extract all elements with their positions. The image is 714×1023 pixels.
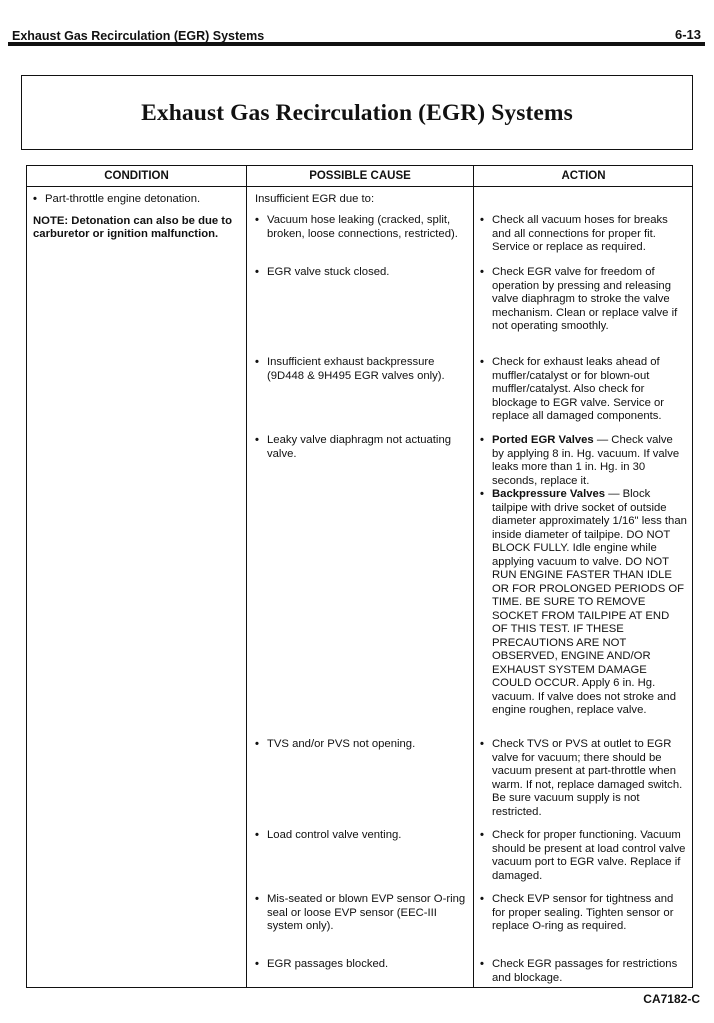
action-item: • Check EVP sensor for tightness and for proper sealing. Tighten sensor or replace O-ring as required. xyxy=(480,893,674,932)
bullet-icon: • xyxy=(255,738,259,750)
header-section-title: Exhaust Gas Recirculation (EGR) Systems xyxy=(12,29,265,43)
diagnosis-table xyxy=(26,165,693,988)
column-divider xyxy=(246,166,247,987)
condition-cell xyxy=(33,193,238,242)
bullet-icon: • xyxy=(255,266,259,278)
page-title: Exhaust Gas Recirculation (EGR) Systems xyxy=(141,100,573,126)
title-box xyxy=(21,75,693,150)
cause-item: • Mis-seated or blown EVP sensor O-ring seal or loose EVP sensor (EEC-III system only). xyxy=(255,893,466,932)
bullet-icon: • xyxy=(480,434,484,446)
bullet-icon: • xyxy=(480,488,484,500)
bullet-icon: • xyxy=(480,958,484,970)
bullet-icon: • xyxy=(255,214,259,226)
cause-intro: Insufficient EGR due to: xyxy=(255,193,375,205)
figure-code: CA7182-C xyxy=(643,992,700,1006)
column-header-condition: CONDITION xyxy=(104,170,169,182)
bullet-icon: • xyxy=(480,266,484,278)
cause-item: • EGR passages blocked. xyxy=(255,958,389,970)
action-item: • Check TVS or PVS at outlet to EGR valve for vacuum; there should be vacuum present at part-throttle when warm. If not, replace damaged switch. Be sure vacuum supply is not restricted. xyxy=(480,738,683,818)
bullet-icon: • xyxy=(255,434,259,446)
condition-item xyxy=(33,193,238,207)
bullet-icon: • xyxy=(480,738,484,750)
action-item: • Ported EGR Valves — Check valve by applying 8 in. Hg. vacuum. If valve leaks more than 1 in. Hg. in 30 seconds, replace it. • Backpressure Valves — Block tailpipe with drive socket of outside diameter approximately 1/16" less than inside diameter of tailpipe. DO NOT BLOCK FULLY. Idle engine while applying vacuum to valve. DO NOT RUN ENGINE FASTER THAN IDLE OR FOR PROLONGED PERIODS OF TIME. BE SURE TO REMOVE SOCKET FROM TAILPIPE AT END OF THIS TEST. IF THESE PRECAUTIONS ARE NOT OBSERVED, ENGINE AND/OR EXHAUST SYSTEM DAMAGE COULD OCCUR. Apply 6 in. Hg. vacuum. If valve does not stroke and engine roughen, replace valve. xyxy=(480,434,687,716)
action-item: • Check EGR valve for freedom of operation by pressing and releasing valve diaphragm to stroke the valve mechanism. Clean or replace valve if not operating smoothly. xyxy=(480,266,678,332)
bullet-icon: • xyxy=(480,214,484,226)
action-item: • Check all vacuum hoses for breaks and all connections for proper fit. Service or replace as required. xyxy=(480,214,668,253)
column-header-action: ACTION xyxy=(561,170,606,182)
condition-text: Part-throttle engine detonation. xyxy=(45,193,201,205)
action-heading-ported: Ported EGR Valves xyxy=(492,434,594,446)
table-header-row xyxy=(27,166,692,187)
bullet-icon: • xyxy=(255,958,259,970)
condition-note: NOTE: Detonation can also be due to carburetor or ignition malfunction. xyxy=(33,214,232,240)
bullet-icon: • xyxy=(480,356,484,368)
column-divider xyxy=(473,166,474,987)
action-heading-backpressure: Backpressure Valves xyxy=(492,488,606,500)
cause-item: • EGR valve stuck closed. xyxy=(255,266,390,278)
cause-item: • Vacuum hose leaking (cracked, split, broken, loose connections, restricted). xyxy=(255,214,458,240)
cause-item: • TVS and/or PVS not opening. xyxy=(255,738,416,750)
bullet-icon: • xyxy=(255,893,259,905)
bullet-icon: • xyxy=(255,829,259,841)
cause-item: • Insufficient exhaust backpressure (9D448 & 9H495 EGR valves only). xyxy=(255,356,445,382)
bullet-icon: • xyxy=(480,829,484,841)
column-header-cause: POSSIBLE CAUSE xyxy=(309,170,411,182)
bullet-icon: • xyxy=(33,193,37,205)
cause-item: • Load control valve venting. xyxy=(255,829,402,841)
bullet-icon: • xyxy=(480,893,484,905)
action-item: • Check for proper functioning. Vacuum should be present at load control valve vacuum port to EGR valve. Replace if damaged. xyxy=(480,829,686,882)
page-number: 6-13 xyxy=(674,27,701,42)
page-header xyxy=(8,28,705,46)
bullet-icon: • xyxy=(255,356,259,368)
action-item: • Check EGR passages for restrictions and blockage. xyxy=(480,958,678,984)
action-item: • Check for exhaust leaks ahead of muffler/catalyst or for blown-out muffler/catalyst. Also check for blockage to EGR valve. Service or replace all damaged components. xyxy=(480,356,665,422)
cause-item: • Leaky valve diaphragm not actuating valve. xyxy=(255,434,452,460)
